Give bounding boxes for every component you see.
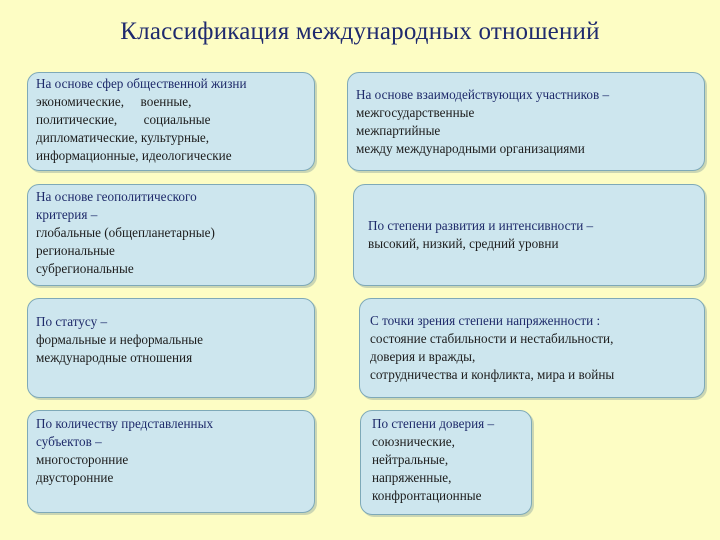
box-tension	[359, 298, 705, 398]
box-geopolitical	[27, 184, 315, 286]
box-heading: С точки зрения степени напряженности :	[370, 313, 601, 328]
box-line: субрегиональные	[36, 261, 134, 276]
box-line: глобальные (общепланетарные)	[36, 225, 215, 240]
box-line: международные отношения	[36, 350, 193, 365]
box-line: межгосударственные	[356, 104, 475, 120]
box-line: политические, социальные	[36, 112, 211, 127]
box-line: двусторонние	[36, 470, 114, 485]
box-line: региональные	[36, 243, 115, 258]
box-line: субъектов –	[36, 434, 102, 449]
box-subjects-count	[27, 410, 315, 513]
box-line: состояние стабильности и нестабильности,	[370, 331, 614, 346]
box-participants	[347, 72, 705, 171]
box-line: высокий, низкий, средний уровни	[368, 236, 559, 251]
box-line: нейтральные,	[372, 452, 449, 467]
box-line: информационные, идеологические	[36, 148, 232, 163]
box-line: конфронтационные	[372, 488, 482, 503]
box-heading: По статусу –	[36, 314, 108, 329]
box-development-intensity	[353, 184, 705, 286]
box-heading: На основе взаимодействующих участников –	[356, 86, 610, 102]
slide-title: Классификация международных отношений	[120, 18, 600, 45]
box-heading: По степени развития и интенсивности –	[368, 218, 594, 233]
box-heading: По степени доверия –	[372, 416, 495, 431]
box-line: критерия –	[36, 207, 98, 222]
box-social-spheres	[27, 72, 315, 171]
box-line: межпартийные	[356, 122, 441, 138]
box-heading: На основе геополитического	[36, 189, 197, 204]
box-line: многосторонние	[36, 452, 129, 467]
box-line: дипломатические, культурные,	[36, 130, 210, 145]
box-status	[27, 298, 315, 398]
box-line: между международными организациями	[356, 140, 585, 156]
box-line: сотрудничества и конфликта, мира и войны	[370, 367, 615, 382]
box-heading: По количеству представленных	[36, 416, 214, 431]
box-heading: На основе сфер общественной жизни	[36, 76, 247, 91]
box-line: формальные и неформальные	[36, 332, 203, 347]
box-line: союзнические,	[372, 434, 455, 449]
box-line: экономические, военные,	[36, 94, 192, 109]
box-line: доверия и вражды,	[370, 349, 476, 364]
box-trust	[360, 410, 532, 515]
box-line: напряженные,	[372, 470, 452, 485]
